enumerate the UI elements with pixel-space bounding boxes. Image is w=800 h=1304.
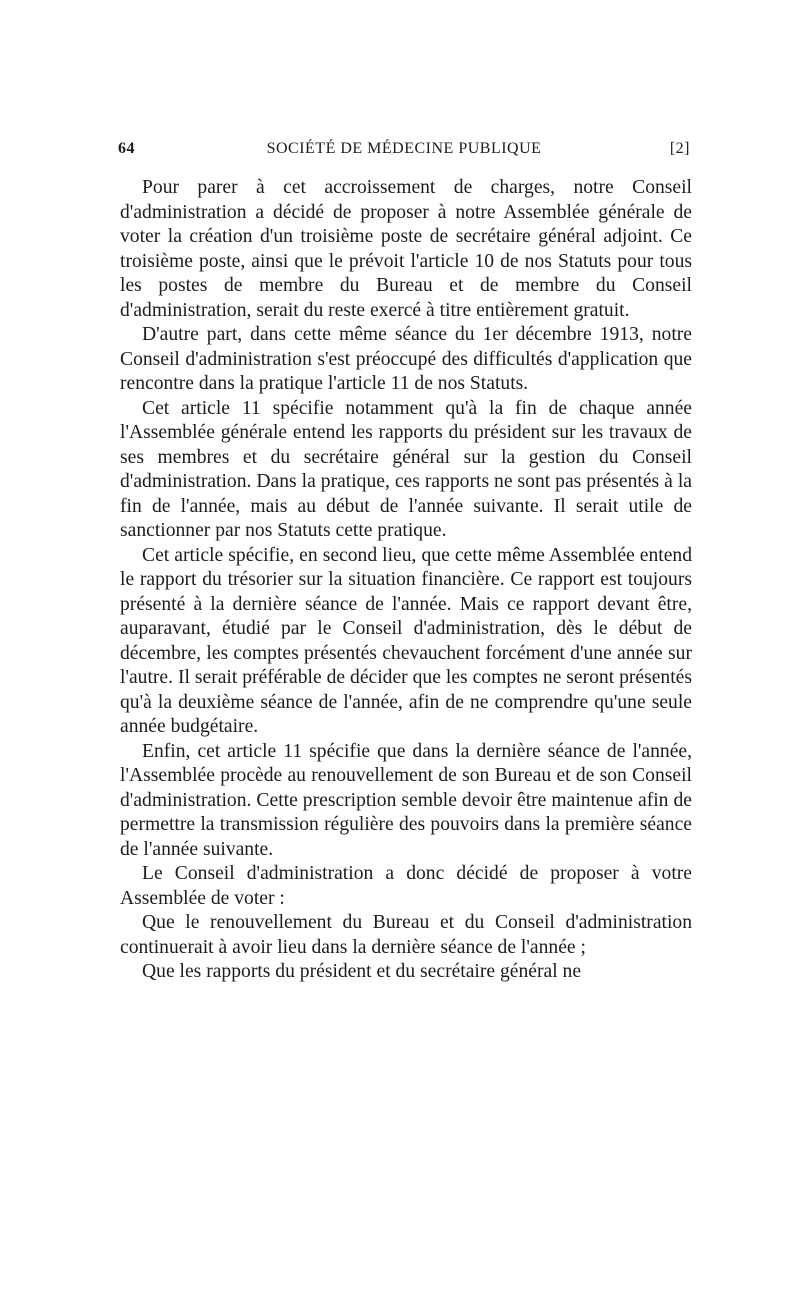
- paragraph-2: D'autre part, dans cette même séance du 1er décembre 1913, notre Conseil d'administration s'est préoccupé des difficultés d'application que rencontre dans la pratique l'article 11 de nos Statuts.: [120, 324, 692, 394]
- paragraph-3: Cet article 11 spécifie notamment qu'à la fin de chaque année l'Assemblée générale entend les rapports du président sur les travaux de ses membres et du secrétaire général sur la gestion du Conseil d'administration. Dans la pratique, ces rapports ne sont pas présentés à la fin de l'année, mais au début de l'année suivante. Il serait utile de sanctionner par nos Statuts cette pratique.: [120, 397, 692, 541]
- page-number: 64: [118, 140, 135, 157]
- running-title: SOCIÉTÉ DE MÉDECINE PUBLIQUE: [266, 140, 542, 157]
- paragraph-7: Que le renouvellement du Bureau et du Conseil d'administration continuerait à avoir lieu dans la dernière séance de l'année ;: [120, 912, 692, 958]
- paragraph-6: Le Conseil d'administration a donc décidé de proposer à votre Assemblée de voter :: [120, 863, 692, 909]
- paragraph-4: Cet article spécifie, en second lieu, que cette même Assemblée entend le rapport du trésorier sur la situation financière. Ce rapport est toujours présenté à la dernière séance de l'année. Mais ce rapport devant être, auparavant, étudié par le Conseil d'administration, dès le début de décembre, les comptes présentés chevauchent forcément d'une année sur l'autre. Il serait préférable de décider que les comptes ne seront présentés qu'à la deuxième séance de l'année, afin de ne comprendre qu'une seule année budgétaire.: [120, 544, 692, 737]
- body-text: [120, 176, 692, 985]
- paragraph-1: Pour parer à cet accroissement de charges, notre Conseil d'administration a décidé de proposer à notre Assemblée générale de voter la création d'un troisième poste de secrétaire général adjoint. Ce troisième poste, ainsi que le prévoit l'article 10 de nos Statuts pour tous les postes de membre du Bureau et de membre du Conseil d'administration, serait du reste exercé à titre entièrement gratuit.: [120, 177, 692, 321]
- paragraph-8: Que les rapports du président et du secrétaire général ne: [142, 961, 582, 982]
- running-header: [118, 140, 690, 164]
- section-mark: [2]: [669, 140, 690, 157]
- paragraph-5: Enfin, cet article 11 spécifie que dans la dernière séance de l'année, l'Assemblée procède au renouvellement de son Bureau et de son Conseil d'administration. Cette prescription semble devoir être maintenue afin de permettre la transmission régulière des pouvoirs dans la première séance de l'année suivante.: [120, 740, 692, 860]
